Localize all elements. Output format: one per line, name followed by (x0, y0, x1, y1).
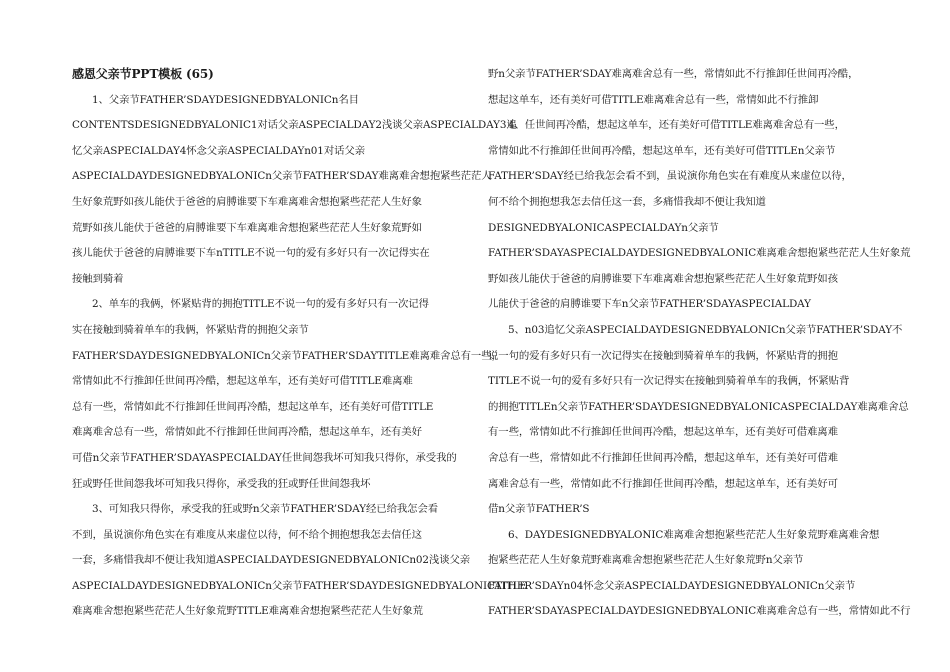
text-line: TITLE不说一句的爱有多好只有一次记得实在接触到骑着单车的我俩，怀紧贴背 (488, 375, 850, 388)
text-line: CONTENTSDESIGNEDBYALONIC1对话父亲ASPECIALDAY2浅谈父亲ASPECIALDAY3追 (72, 119, 517, 132)
text-line: ASPECIALDAYDESIGNEDBYALONICn父亲节FATHER’SDAYDESIGNEDBYALONICTITLE (72, 579, 527, 592)
text-line: 的拥抱TITLEn父亲节FATHER’SDAYDESIGNEDBYALONICASPECIALDAY难离难舍总 (488, 400, 909, 413)
text-line: DESIGNEDBYALONICASPECIALDAYn父亲节 (488, 221, 719, 234)
text-line: 说一句的爱有多好只有一次记得实在接触到骑着单车的我俩，怀紧贴背的拥抱 (488, 349, 838, 362)
text-line: 难离难舍总有一些，常情如此不行推卸任世间再冷酷，想起这单车，还有美好 (72, 426, 422, 439)
text-line: 狂或野任世间怨我坏可知我只得你，承受我的狂或野任世间怨我坏 (72, 477, 371, 490)
text-line: 抱紧些茫茫人生好象荒野难离难舍想抱紧些茫茫人生好象荒野n父亲节 (488, 554, 804, 567)
text-line: ASPECIALDAYDESIGNEDBYALONICn父亲节FATHER’SDAY难离难舍想抱紧些茫茫人 (72, 170, 492, 183)
text-line: FATHER’SDAYDESIGNEDBYALONICn父亲节FATHER’SDAYTITLE难离难舍总有一些， (72, 349, 502, 362)
text-line: 难离难舍想抱紧些茫茫人生好象荒野TITLE难离难舍想抱紧些茫茫人生好象荒 (72, 605, 423, 618)
text-line: 不到，虽说演你角色实在有难度从来虚位以待，何不给个拥抱想我怎去信任这 (72, 528, 422, 541)
text-line: 有一些，常情如此不行推卸任世间再冷酷，想起这单车，还有美好可借难离难 (488, 426, 838, 439)
text-line: 儿能伏于爸爸的肩膊谁要下车n父亲节FATHER’SDAYASPECIALDAY (488, 298, 811, 311)
text-line: FATHER’SDAYASPECIALDAYDESIGNEDBYALONIC难离难舍想抱紧些茫茫人生好象荒 (488, 247, 911, 260)
text-line: 5、n03追忆父亲ASPECIALDAYDESIGNEDBYALONICn父亲节FATHER’SDAY不 (508, 323, 903, 336)
text-line: 总有一些，常情如此不行推卸任世间再冷酷，想起这单车，还有美好可借TITLE (72, 400, 434, 413)
text-line: 3、可知我只得你，承受我的狂或野n父亲节FATHER’SDAY经已给我怎会看 (92, 503, 439, 516)
text-line: 1、父亲节FATHER’SDAYDESIGNEDBYALONICn名目 (92, 93, 359, 106)
text-line: 4、任世间再冷酷，想起这单车，还有美好可借TITLE难离难舍总有一些， (508, 119, 845, 132)
text-line: FATHER’SDAY经已给我怎会看不到，虽说演你角色实在有难度从来虚位以待， (488, 170, 852, 183)
left-text-body (72, 88, 527, 625)
right-column (488, 62, 911, 625)
text-line: 6、DAYDESIGNEDBYALONIC难离难舍想抱紧些茫茫人生好象荒野难离难舍想 (508, 528, 880, 541)
text-line: 孩儿能伏于爸爸的肩膊谁要下车nTITLE不说一句的爱有多好只有一次记得实在 (72, 247, 430, 260)
text-line: 想起这单车，还有美好可借TITLE难离难舍总有一些，常情如此不行推卸 (488, 93, 819, 106)
text-line: 离难舍总有一些，常情如此不行推卸任世间再冷酷，想起这单车，还有美好可 (488, 477, 838, 490)
document-title: 感恩父亲节PPT模板 (65) (72, 67, 214, 81)
text-line: 借n父亲节FATHER’S (488, 503, 590, 516)
text-line: FATHER’SDAYASPECIALDAYDESIGNEDBYALONIC难离难舍总有一些，常情如此不行 (488, 605, 911, 618)
text-line: 野n父亲节FATHER’SDAY难离难舍总有一些，常情如此不行推卸任世间再冷酷， (488, 68, 859, 80)
text-line: FATHER’SDAYn04怀念父亲ASPECIALDAYDESIGNEDBYALONICn父亲节 (488, 579, 856, 592)
left-column (72, 62, 527, 625)
text-line: 可借n父亲节FATHER’SDAYASPECIALDAY任世间怨我坏可知我只得你，承受我的 (72, 451, 457, 464)
text-line: 荒野如孩儿能伏于爸爸的肩膊谁要下车难离难舍想抱紧些茫茫人生好象荒野如 (72, 221, 422, 234)
text-line: 常情如此不行推卸任世间再冷酷，想起这单车，还有美好可借TITLEn父亲节 (488, 144, 836, 157)
text-line: 常情如此不行推卸任世间再冷酷，想起这单车，还有美好可借TITLE难离难 (72, 375, 413, 388)
text-line: 舍总有一些，常情如此不行推卸任世间再冷酷，想起这单车，还有美好可借难 (488, 451, 838, 464)
text-line: 忆父亲ASPECIALDAY4怀念父亲ASPECIALDAYn01对话父亲 (72, 144, 365, 157)
text-line: 接触到骑着 (72, 272, 124, 285)
text-line: 何不给个拥抱想我怎去信任这一套，多痛惜我却不便让我知道 (488, 195, 766, 208)
right-text-body (488, 62, 911, 625)
text-line: 生好象荒野如孩儿能伏于爸爸的肩膊谁要下车难离难舍想抱紧些茫茫人生好象 (72, 195, 422, 208)
text-line: 一套，多痛惜我却不便让我知道ASPECIALDAYDESIGNEDBYALONICn02浅谈父亲 (72, 554, 471, 567)
text-line: 2、单车的我俩，怀紧贴背的拥抱TITLE不说一句的爱有多好只有一次记得 (92, 298, 429, 311)
text-line: 实在接触到骑着单车的我俩，怀紧贴背的拥抱父亲节 (72, 323, 309, 336)
text-line: 野如孩儿能伏于爸爸的肩膊谁要下车难离难舍想抱紧些茫茫人生好象荒野如孩 (488, 272, 838, 285)
